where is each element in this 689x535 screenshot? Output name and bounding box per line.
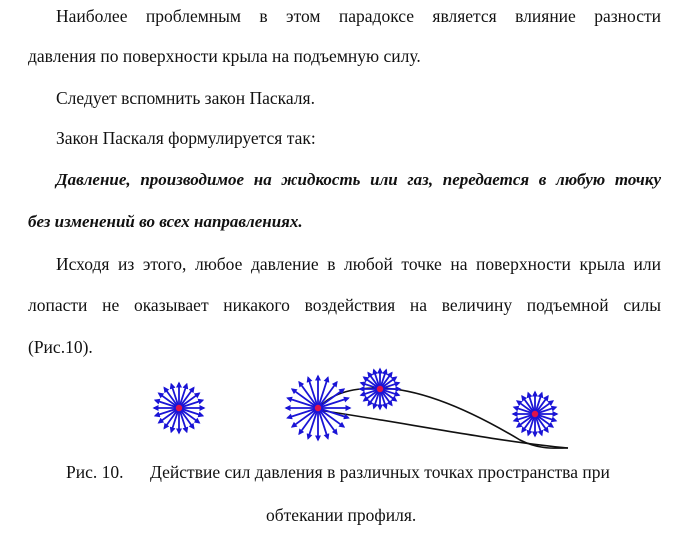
paragraph-4-line-3: (Рис.10). xyxy=(28,337,93,357)
pressure-point xyxy=(377,386,383,392)
paragraph-2: Следует вспомнить закон Паскаля. xyxy=(56,88,315,108)
figure-caption-line-2: обтекании профиля. xyxy=(266,505,417,525)
pressure-figure xyxy=(0,360,689,460)
figure-caption-line-1: Действие сил давления в различных точках пространства при xyxy=(150,462,610,482)
pressure-starburst-icon xyxy=(360,369,400,409)
pascal-law-line-2: без изменений во всех направлениях. xyxy=(28,212,303,231)
paragraph-1-line-1: Наиболее проблемным в этом парадоксе является влияние разности xyxy=(56,6,661,26)
pressure-point xyxy=(532,411,538,417)
pressure-point xyxy=(315,405,321,411)
paragraph-1-line-2: давления по поверхности крыла на подъемную силу. xyxy=(28,46,421,66)
pressure-starburst-icon xyxy=(513,392,557,436)
pressure-starburst-icon xyxy=(154,383,204,433)
pressure-starburst-icon xyxy=(286,376,350,440)
pascal-law-line-1: Давление, производимое на жидкость или газ, передается в любую точку xyxy=(56,170,661,189)
figure-caption-label: Рис. 10. xyxy=(66,462,124,482)
paragraph-4-line-1: Исходя из этого, любое давление в любой точке на поверхности крыла или xyxy=(56,254,661,274)
pressure-point xyxy=(176,405,182,411)
paragraph-4-line-2: лопасти не оказывает никакого воздействия на величину подъемной силы xyxy=(28,295,661,315)
paragraph-3: Закон Паскаля формулируется так: xyxy=(56,128,316,148)
